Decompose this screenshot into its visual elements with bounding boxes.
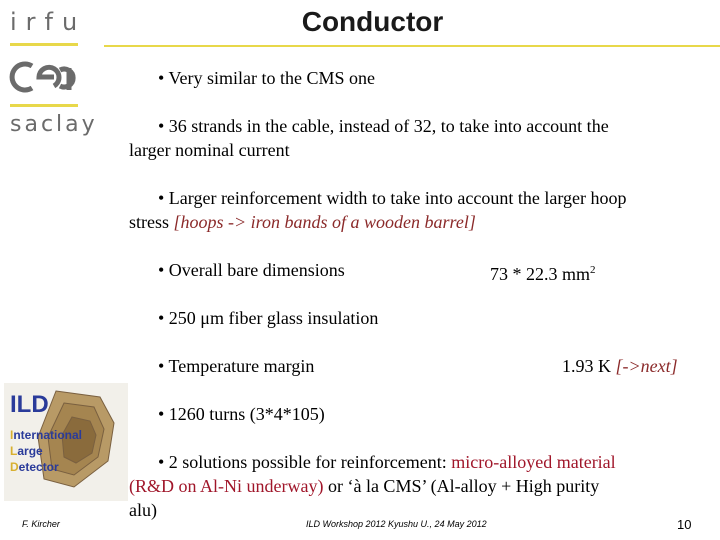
dimensions-value: 73 * 22.3 mm	[490, 264, 591, 284]
bullet-2-line-2: larger nominal current	[129, 140, 290, 160]
logo-divider-2	[10, 104, 78, 107]
bullet-8-option-2: or ‘à la CMS’ (Al-alloy + High purity	[323, 476, 600, 496]
page-number: 10	[677, 517, 692, 532]
ild-word-2: arge	[17, 444, 43, 458]
irfu-logo: irfu	[10, 8, 87, 36]
logo-divider	[10, 43, 78, 46]
bullet-1: • Very similar to the CMS one	[158, 68, 375, 88]
bullet-8-line-2	[129, 475, 599, 498]
bullet-4-label: • Overall bare dimensions	[158, 260, 345, 280]
bullet-8-line-3: alu)	[129, 500, 157, 520]
footer-event: ILD Workshop 2012 Kyushu U., 24 May 2012	[306, 519, 487, 529]
ild-letter-d: D	[10, 460, 19, 474]
footer-author: F. Kircher	[22, 519, 60, 529]
bullet-8-line-1	[158, 451, 616, 474]
ild-letter-l: L	[10, 444, 18, 458]
bullet-3-line-2	[129, 211, 476, 234]
bullet-8-option-1: micro-alloyed material	[451, 452, 616, 472]
dimensions-exponent: 2	[590, 264, 596, 276]
title-underline	[104, 45, 720, 47]
ild-logo-words	[10, 427, 82, 475]
ild-logo	[4, 383, 128, 501]
bullet-5: • 250 μm fiber glass insulation	[158, 308, 379, 328]
bullet-3-note: [hoops -> iron bands of a wooden barrel]	[173, 212, 476, 232]
cea-logo-text: cea	[8, 56, 10, 57]
temperature-value: 1.93 K	[562, 356, 616, 376]
bullet-6-value	[562, 355, 678, 378]
bullet-8-rnd: (R&D on Al-Ni underway)	[129, 476, 324, 496]
ild-letter-i: I	[10, 428, 14, 442]
bullet-7: • 1260 turns (3*4*105)	[158, 404, 325, 424]
ild-word-3: etector	[18, 460, 59, 474]
saclay-logo: saclay	[10, 112, 98, 137]
bullet-2-line-1: • 36 strands in the cable, instead of 32, to take into account the	[158, 116, 609, 136]
bullet-6-label: • Temperature margin	[158, 356, 315, 376]
bullet-8-text: • 2 solutions possible for reinforcement:	[158, 452, 452, 472]
cea-logo	[8, 56, 82, 98]
next-link[interactable]: [->next]	[615, 356, 678, 376]
bullet-4-value	[490, 259, 596, 286]
ild-logo-title: ILD	[10, 391, 49, 418]
ild-word-1: nternational	[13, 428, 83, 442]
bullet-3-text: stress	[129, 212, 174, 232]
page-title: Conductor	[301, 6, 444, 37]
bullet-3-line-1: • Larger reinforcement width to take into account the larger hoop	[158, 188, 627, 208]
